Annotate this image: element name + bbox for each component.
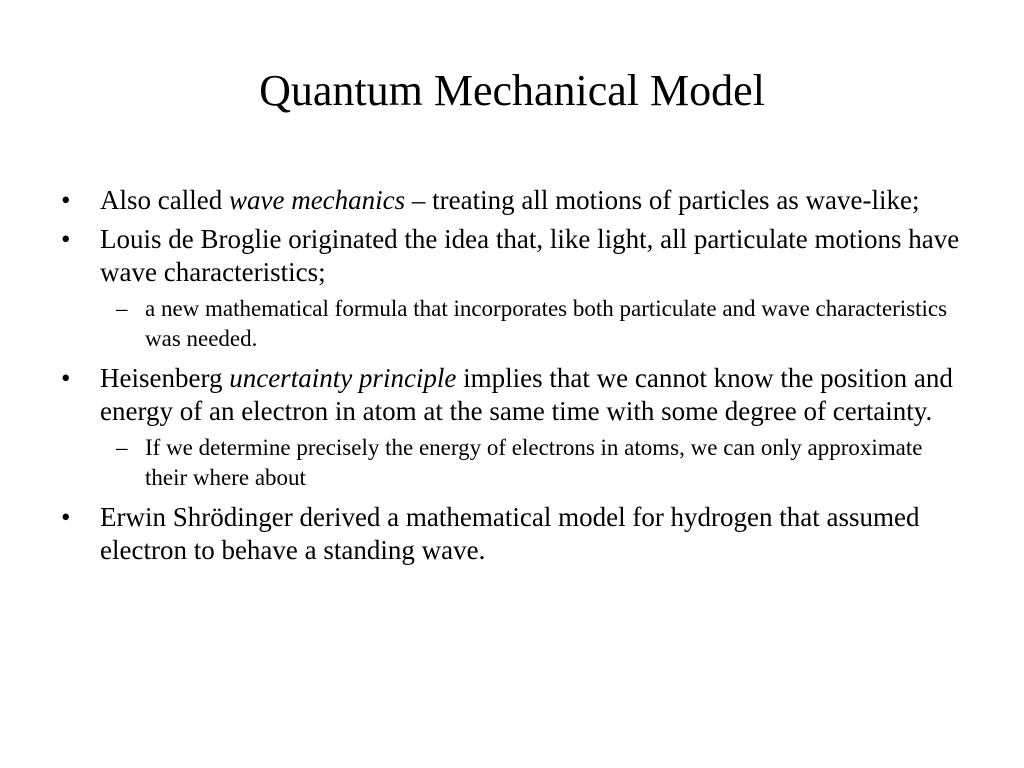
sub-bullet-text: a new mathematical formula that incorporates both particulate and wave characteristics was needed. [145, 296, 948, 351]
sub-bullet-marker: – [116, 435, 128, 460]
bullet-list [0, 184, 1024, 573]
bullet-marker: • [61, 185, 71, 215]
bullet-marker: • [61, 502, 71, 532]
bullet-emphasis: wave mechanics [228, 185, 406, 215]
bullet-text-pre: Also called [100, 185, 229, 215]
bullet-item [0, 362, 1024, 428]
sub-bullet-marker: – [116, 296, 128, 321]
bullet-marker: • [61, 363, 71, 393]
bullet-item [0, 223, 1024, 289]
bullet-text: Louis de Broglie originated the idea that, like light, all particulate motions have wave characteristics; [100, 224, 960, 287]
slide-title: Quantum Mechanical Model [259, 66, 765, 115]
sub-bullet-item [0, 294, 1024, 354]
bullet-text-post: – treating all motions of particles as wave-like; [405, 185, 920, 215]
sub-bullet-text: If we determine precisely the energy of electrons in atoms, we can only approximate their where about [145, 435, 923, 490]
sub-bullet-item [0, 433, 1024, 493]
bullet-text-pre: Heisenberg [100, 363, 230, 393]
bullet-marker: • [61, 224, 71, 254]
bullet-text: Erwin Shrödinger derived a mathematical model for hydrogen that assumed electron to behave a standing wave. [100, 502, 920, 565]
bullet-text-post: implies that we cannot know the position and energy of an electron in atom at the same time with some degree of certainty. [100, 363, 953, 426]
bullet-item [0, 501, 1024, 567]
bullet-emphasis: uncertainty principle [229, 363, 457, 393]
bullet-item [0, 184, 1024, 217]
